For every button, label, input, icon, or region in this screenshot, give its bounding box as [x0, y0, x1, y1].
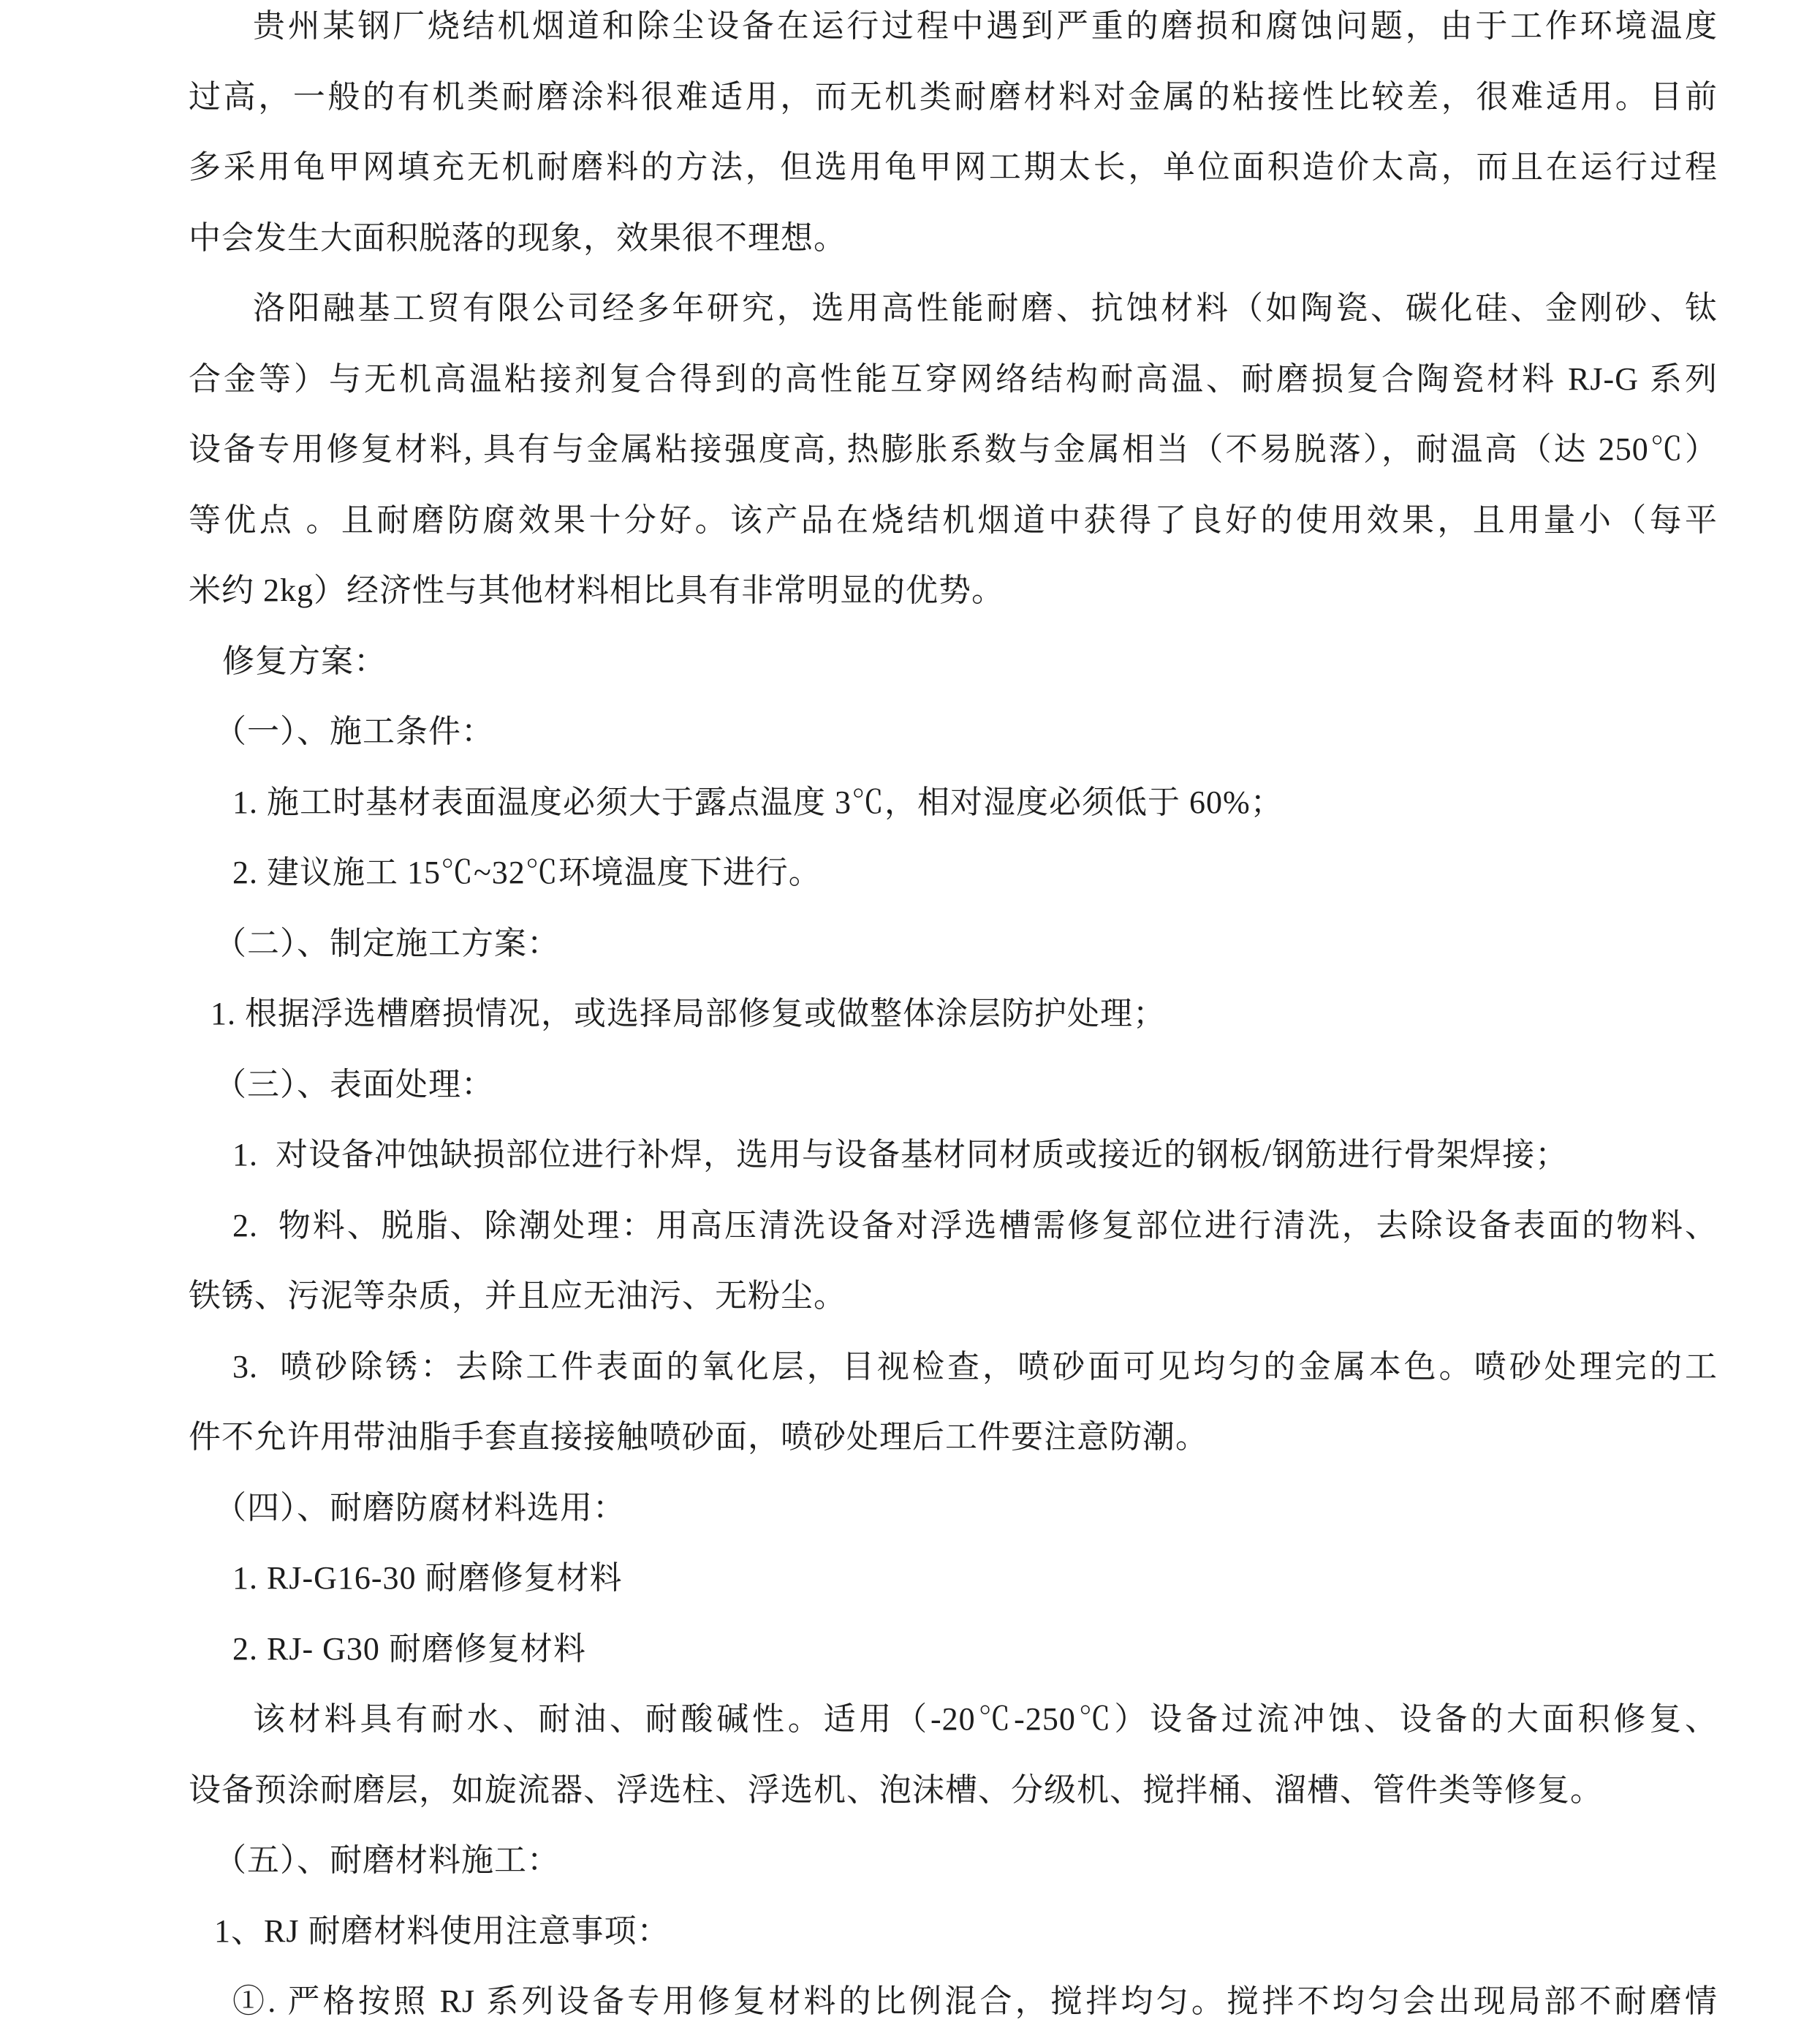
text-line: （二）、制定施工方案：	[214, 925, 560, 961]
text-line: 洛阳融基工贸有限公司经多年研究，选用高性能耐磨、抗蚀材料（如陶瓷、碳化硅、金刚砂、钛	[253, 290, 1718, 326]
text-line: ①. 严格按照 RJ 系列设备专用修复材料的比例混合，搅拌均匀。搅拌不均匀会出现局部不耐磨情	[232, 1983, 1718, 2019]
text-line: （三）、表面处理：	[214, 1066, 494, 1102]
text-line: （五）、耐磨材料施工：	[214, 1842, 560, 1878]
text-line: 贵州某钢厂烧结机烟道和除尘设备在运行过程中遇到严重的磨损和腐蚀问题，由于工作环境温度	[253, 8, 1718, 44]
text-line: 过高，一般的有机类耐磨涂料很难适用，而无机类耐磨材料对金属的粘接性比较差，很难适用。目前	[189, 78, 1718, 115]
text-line: 1. 对设备冲蚀缺损部位进行补焊，选用与设备基材同材质或接近的钢板/钢筋进行骨架焊接；	[232, 1137, 1569, 1173]
text-line: 3. 喷砂除锈：去除工件表面的氧化层，目视检查，喷砂面可见均匀的金属本色。喷砂处理完的工	[232, 1348, 1718, 1385]
text-line: 合金等）与无机高温粘接剂复合得到的高性能互穿网络结构耐高温、耐磨损复合陶瓷材料 RJ-G 系列	[189, 360, 1718, 397]
text-line: 铁锈、污泥等杂质，并且应无油污、无粉尘。	[189, 1278, 846, 1314]
text-line: 设备预涂耐磨层，如旋流器、浮选柱、浮选机、泡沫槽、分级机、搅拌桶、溜槽、管件类等修复。	[189, 1771, 1603, 1808]
text-line: （一）、施工条件：	[214, 713, 494, 749]
text-line: 米约 2kg）经济性与其他材料相比具有非常明显的优势。	[189, 572, 1004, 608]
text-line: 2. RJ- G30 耐磨修复材料	[232, 1630, 586, 1667]
text-line: 多采用龟甲网填充无机耐磨料的方法，但选用龟甲网工期太长，单位面积造价太高，而且在运行过程	[189, 149, 1718, 185]
text-line: 1. RJ-G16-30 耐磨修复材料	[232, 1560, 623, 1596]
document-text-block	[189, 0, 1718, 2037]
text-line: 1. 根据浮选槽磨损情况，或选择局部修复或做整体涂层防护处理；	[211, 996, 1166, 1032]
text-line: 2. 建议施工 15℃~32℃环境温度下进行。	[232, 855, 822, 890]
text-line: 修复方案：	[222, 643, 387, 679]
text-line: 该材料具有耐水、耐油、耐酸碱性。适用（-20℃-250℃）设备过流冲蚀、设备的大面积修复、	[253, 1701, 1718, 1737]
text-line: 件不允许用带油脂手套直接接触喷砂面，喷砂处理后工件要注意防潮。	[189, 1419, 1208, 1455]
text-line: （四）、耐磨防腐材料选用：	[214, 1489, 626, 1526]
text-line: 1、RJ 耐磨材料使用注意事项：	[214, 1912, 670, 1949]
text-line: 1. 施工时基材表面温度必须大于露点温度 3℃，相对湿度必须低于 60%；	[232, 784, 1284, 820]
text-line: 等优点 。且耐磨防腐效果十分好。该产品在烧结机烟道中获得了良好的使用效果，且用量小（每平	[189, 501, 1718, 538]
text-line: 中会发生大面积脱落的现象，效果很不理想。	[189, 219, 846, 256]
text-line: 2. 物料、脱脂、除潮处理：用高压清洗设备对浮选槽需修复部位进行清洗，去除设备表面的物料、	[232, 1207, 1718, 1244]
text-line: 设备专用修复材料, 具有与金属粘接强度高, 热膨胀系数与金属相当（不易脱落），耐温高（达 250℃）	[189, 431, 1718, 467]
